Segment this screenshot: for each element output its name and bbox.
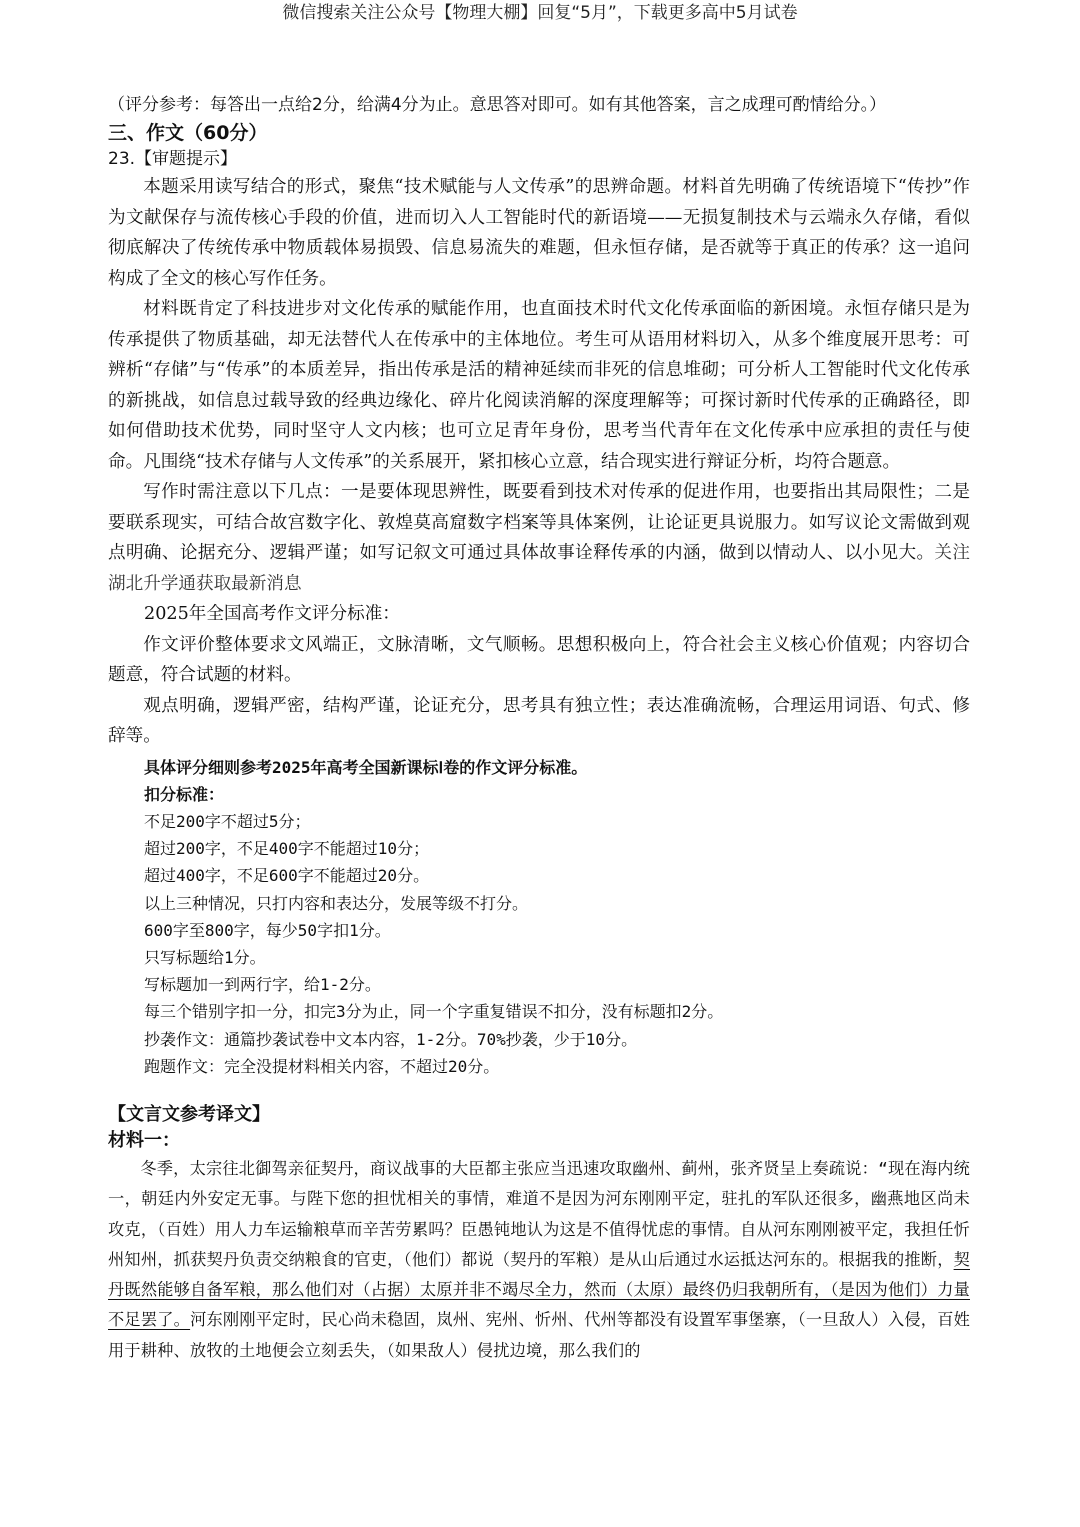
deduction-item: 超过400字，不足600字不能超过20分。 [144,866,430,886]
standard-paragraph-1: 作文评价整体要求文风端正，文脉清晰，文气顺畅。思想积极向上，符合社会主义核心价值观；内容切合题意，符合试题的材料。 [108,634,970,685]
writing-note-aside: 关注湖北升学通获取最新消息 [108,543,970,594]
writing-note [108,477,970,599]
section-title: 三、作文（60分） [108,122,268,144]
deduction-item: 跑题作文：完全没提材料相关内容，不超过20分。 [144,1056,500,1076]
material-one-label: 材料一： [108,1129,180,1151]
deduction-item: 超过200字，不足400字不能超过10分； [144,839,430,859]
spacer [108,1080,970,1102]
translation-text: 冬季，太宗往北御驾亲征契丹，商议战事的大臣都主张应当迅速攻取幽州、蓟州，张齐贤呈上奏疏说：“现在海内统一，朝廷内外安定无事。与陛下您的担忧相关的事情，难道不是因为河东刚刚平定，驻扎的军队还很多，幽燕地区尚未攻克，（百姓）用人力车运输粮草而辛苦劳累吗？臣愚钝地认为这是不值得忧虑的事情。自从河东刚刚被平定，我担任忻州知州，抓获契丹负责交纳粮食的官吏，（他们）都说（契丹的军粮）是从山后通过水运抵达河东的。根据我的推断， [108,1158,970,1269]
classical-translation-paragraph [108,1154,970,1366]
deduction-item: 不足200字不超过5分； [144,811,311,831]
standard-title: 2025年全国高考作文评分标准： [144,604,400,624]
question-title: 23.【审题提示】 [108,149,238,169]
detail-reference: 具体评分细则参考2025年高考全国新课标Ⅰ卷的作文评分标准。 [144,757,588,777]
deduction-item: 每三个错别字扣一分，扣完3分为止，同一个字重复错误不扣分，没有标题扣2分。 [144,1002,724,1022]
watermark-banner: 微信搜索关注公众号【物理大棚】回复“5月”，下载更多高中5月试卷 [282,3,798,23]
deduction-item: 写标题加一到两行字，给1-2分。 [144,975,381,995]
classical-translation-title: 【文言文参考译文】 [108,1103,270,1125]
underlined-translation: 契丹既然能够自备军粮，那么他们对（占据）太原并非不竭尽全力，然而（太原）最终仍归我朝所有，（是因为他们）力量不足罢了。 [108,1249,970,1330]
translation-text-continued: 河东刚刚平定时，民心尚未稳固，岚州、宪州、忻州、代州等都没有设置军事堡寨，（一旦敌人）入侵，百姓用于耕种、放牧的土地便会立刻丢失，（如果敌人）侵扰边境，那么我们的 [108,1310,971,1360]
deduction-item: 抄袭作文：通篇抄袭试卷中文本内容，1-2分。70%抄袭，少于10分。 [144,1029,638,1049]
standard-paragraph-2: 观点明确，逻辑严密，结构严谨，论证充分，思考具有独立性；表达准确流畅，合理运用词语、句式、修辞等。 [108,695,970,746]
page-content [108,93,970,1366]
prompt-paragraph-1: 本题采用读写结合的形式，聚焦“技术赋能与人文传承”的思辨命题。材料首先明确了传统语境下“传抄”作为文献保存与流传核心手段的价值，进而切入人工智能时代的新语境——无损复制技术与云端永久存储，看似彻底解决了传统传承中物质载体易损毁、信息易流失的难题，但永恒存储，是否就等于真正的传承？这一追问构成了全文的核心写作任务。 [108,177,970,289]
writing-note-text: 写作时需注意以下几点：一是要体现思辨性，既要看到技术对传承的促进作用，也要指出其局限性；二是要联系现实，可结合故宫数字化、敦煌莫高窟数字档案等具体案例，让论证更具说服力。如写议论文需做到观点明确、论据充分、逻辑严谨；如写记叙文可通过具体故事诠释传承的内涵，做到以情动人、以小见大。 [108,482,970,563]
prompt-paragraph-2: 材料既肯定了科技进步对文化传承的赋能作用，也直面技术时代文化传承面临的新困境。永恒存储只是为传承提供了物质基础，却无法替代人在传承中的主体地位。考生可从语用材料切入，从多个维度展开思考：可辨析“存储”与“传承”的本质差异，指出传承是活的精神延续而非死的信息堆砌；可分析人工智能时代文化传承的新挑战，如信息过载导致的经典边缘化、碎片化阅读消解的深度理解等；可探讨新时代传承的正确路径，即如何借助技术优势，同时坚守人文内核；也可立足青年身份，思考当代青年在文化传承中应承担的责任与使命。凡围绕“技术存储与人文传承”的关系展开，紧扣核心立意，结合现实进行辩证分析，均符合题意。 [108,299,970,472]
deduction-title: 扣分标准： [144,784,225,804]
scoring-note: （评分参考：每答出一点给2分，给满4分为止。意思答对即可。如有其他答案，言之成理可酌情给分。） [108,95,887,115]
deduction-item: 以上三种情况，只打内容和表达分，发展等级不打分。 [144,893,529,913]
deduction-item: 只写标题给1分。 [144,947,266,967]
deduction-item: 600字至800字，每少50字扣1分。 [144,920,391,940]
